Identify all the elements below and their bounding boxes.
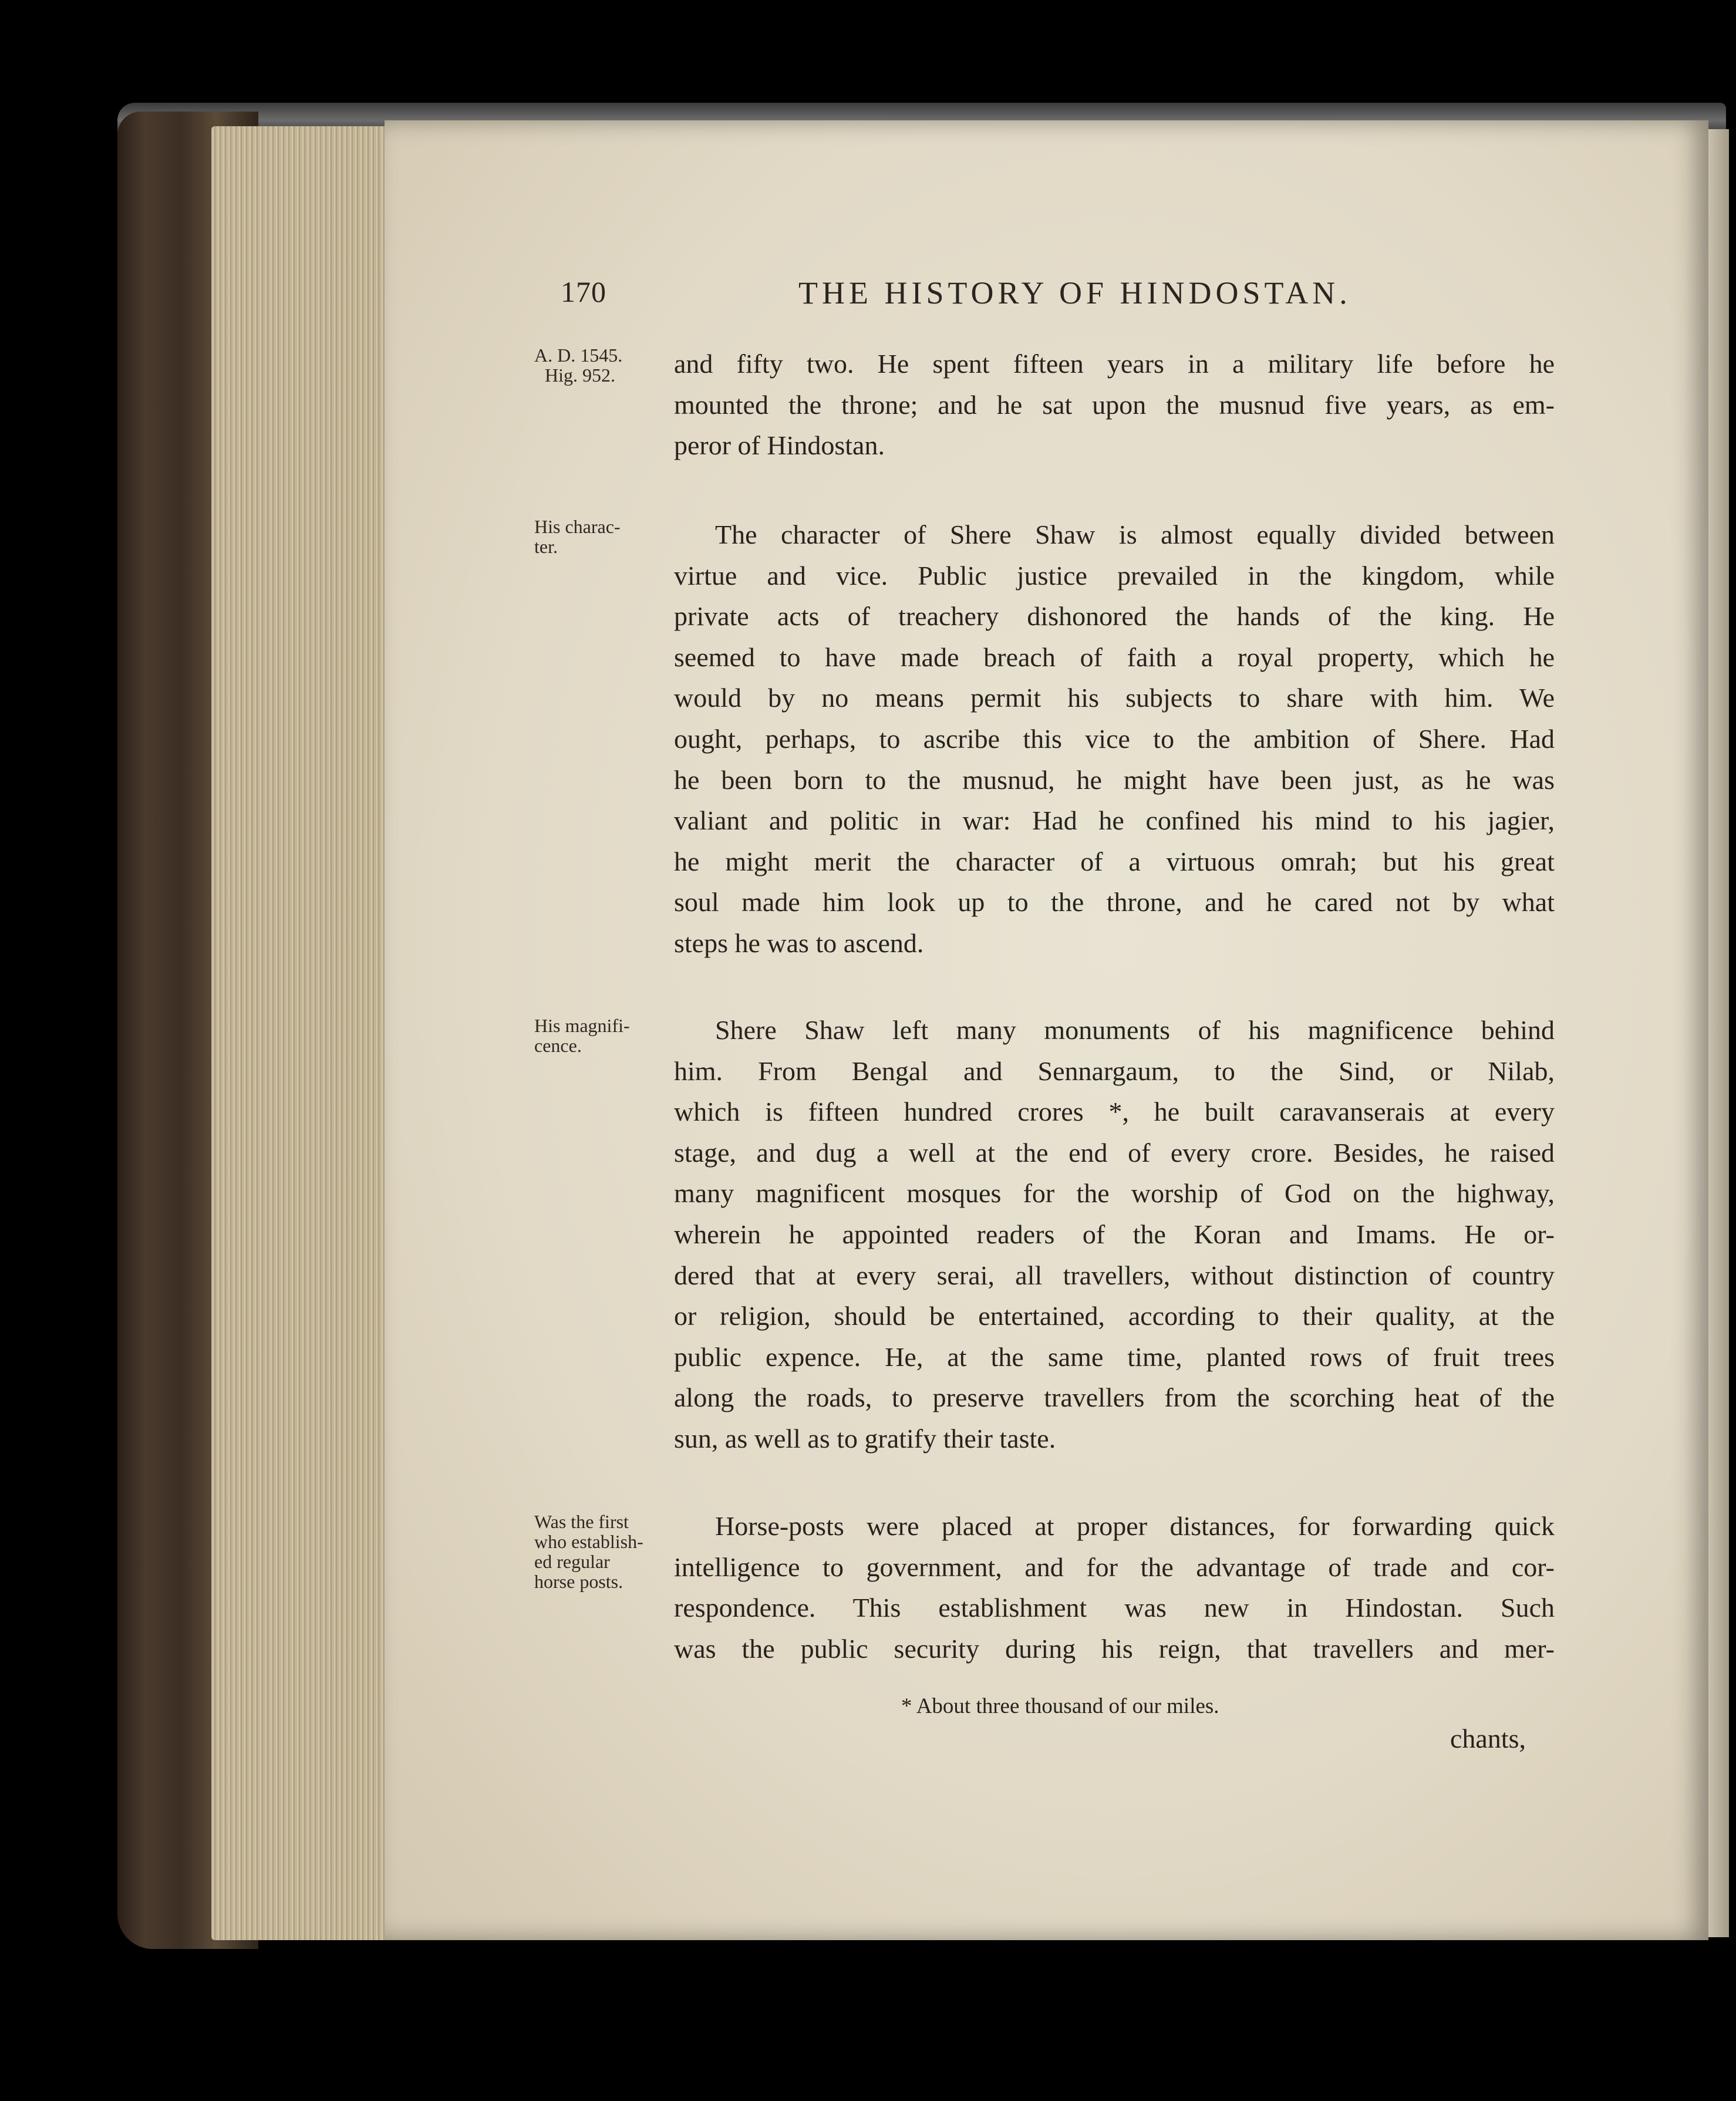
text-line: valiant and politic in war: Had he confined his mind to his jagier,	[674, 805, 1555, 836]
text-line: Horse-posts were placed at proper distances, for forwarding quick	[715, 1511, 1555, 1541]
text-line: him. From Bengal and Sennargaum, to the Sind, or Nilab,	[674, 1055, 1555, 1086]
text-line: along the roads, to preserve travellers from the scorching heat of the	[674, 1382, 1555, 1413]
text-line: stage, and dug a well at the end of every crore. Besides, he raised	[674, 1137, 1555, 1168]
text-line: respondence. This establishment was new in Hindostan. Such	[674, 1593, 1555, 1623]
margin-note-character	[534, 517, 669, 557]
text-line: The character of Shere Shaw is almost equally divided between	[715, 520, 1555, 549]
paragraph-reign-length	[674, 343, 1555, 466]
margin-note-line: ter.	[534, 536, 558, 557]
margin-note-line: Was the first	[534, 1511, 629, 1532]
text-line: intelligence to government, and for the advantage of trade and cor-	[674, 1552, 1555, 1582]
text-line: would by no means permit his subjects to share with him. We	[674, 683, 1555, 713]
text-line: steps he was to ascend.	[674, 928, 924, 958]
text-line: sun, as well as to gratify their taste.	[674, 1423, 1056, 1453]
margin-note-line: ed regular	[534, 1551, 610, 1572]
text-line: many magnificent mosques for the worship of God on the highway,	[674, 1178, 1555, 1209]
margin-note-line: His magnifi-	[534, 1015, 630, 1036]
facing-page-edge	[1705, 129, 1729, 1937]
text-line: was the public security during his reign, that travellers and mer-	[674, 1633, 1555, 1664]
text-line: he been born to the musnud, he might have been just, as he was	[674, 764, 1555, 795]
text-line: wherein he appointed readers of the Koran and Imams. He or-	[674, 1219, 1555, 1249]
text-line: mounted the throne; and he sat upon the musnud five years, as em-	[674, 389, 1555, 420]
page-block-edges	[211, 126, 387, 1940]
paragraph-character	[674, 514, 1555, 964]
margin-note-line: who establish-	[534, 1531, 643, 1552]
margin-note-line: His charac-	[534, 516, 621, 537]
text-line: which is fifteen hundred crores *, he built caravanserais at every	[674, 1097, 1555, 1127]
margin-note-line: Hig. 952.	[545, 365, 615, 386]
text-line: he might merit the character of a virtuous omrah; but his great	[674, 846, 1555, 876]
text-line: virtue and vice. Public justice prevailed in the kingdom, while	[674, 560, 1555, 591]
margin-note-date	[534, 345, 669, 385]
paragraph-horse-posts	[674, 1506, 1555, 1669]
text-line: or religion, should be entertained, according to their quality, at the	[674, 1301, 1555, 1331]
text-line: seemed to have made breach of faith a royal property, which he	[674, 642, 1555, 672]
text-line: peror of Hindostan.	[674, 430, 885, 461]
text-line: ought, perhaps, to ascribe this vice to the ambition of Shere. Had	[674, 723, 1555, 754]
footnote: * About three thousand of our miles.	[901, 1694, 1219, 1718]
text-line: Shere Shaw left many monuments of his magnificence behind	[715, 1015, 1555, 1045]
margin-note-line: cence.	[534, 1035, 582, 1056]
page-number: 170	[561, 275, 606, 308]
running-head	[561, 275, 1594, 322]
catchword: chants,	[1450, 1724, 1526, 1753]
text-line: soul made him look up to the throne, and he cared not by what	[674, 887, 1555, 918]
text-line: public expence. He, at the same time, planted rows of fruit trees	[674, 1341, 1555, 1372]
margin-note-line: A. D. 1545.	[534, 345, 623, 366]
text-line: private acts of treachery dishonored the hands of the king. He	[674, 601, 1555, 632]
margin-note-magnificence	[534, 1016, 669, 1055]
margin-note-line: horse posts.	[534, 1571, 623, 1592]
text-line: and fifty two. He spent fifteen years in a military life before he	[674, 349, 1555, 379]
paragraph-magnificence	[674, 1010, 1555, 1459]
margin-note-horse-posts	[534, 1512, 669, 1591]
text-line: dered that at every serai, all travellers, without distinction of country	[674, 1260, 1555, 1290]
running-title: THE HISTORY OF HINDOSTAN.	[798, 275, 1351, 311]
